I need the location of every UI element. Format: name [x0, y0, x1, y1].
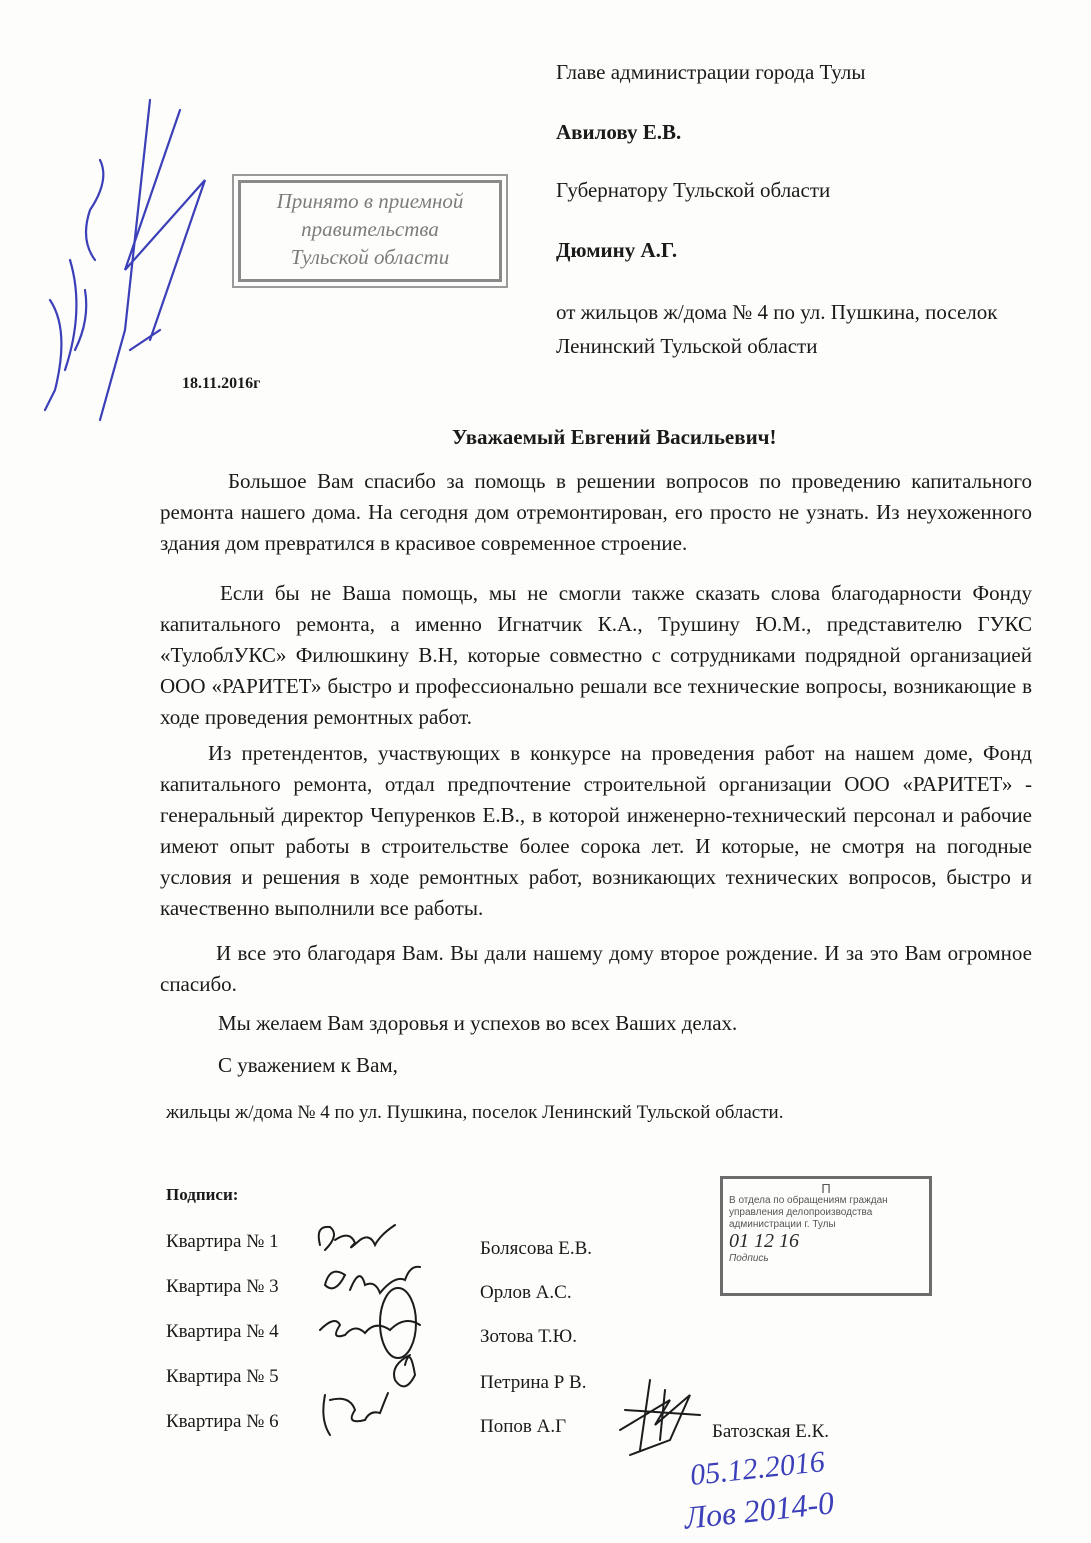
body-paragraph: С уважением к Вам, [218, 1053, 398, 1077]
apartment-label: Квартира № 1 [166, 1231, 279, 1252]
handwritten-signatures [310, 1205, 470, 1465]
stamp-sign-label: Подпись [729, 1253, 769, 1264]
stamp-line: правительства [301, 217, 439, 241]
stamp-header: П [821, 1181, 831, 1196]
addressee-name-2: Дюмину А.Г. [556, 238, 678, 262]
resident-name: Петрина Р В. [480, 1372, 587, 1393]
sender-line-2: Ленинский Тульской области [556, 334, 818, 358]
body-paragraph: Если бы не Ваша помощь, мы не смогли также сказать слова благодарности Фонду капитального ремонта, а именно Игнатчик К.А., Трушину Ю.М., представителю ГУКС «ТулоблУКС» Филюшкину В.Н, которые совместно с сотрудниками подрядной организацией ООО «РАРИТЕТ» быстро и профессионально решали все технические вопросы, возникающие в ходе проведения ремонтных работ. [160, 581, 1032, 729]
resident-name: Зотова Т.Ю. [480, 1326, 577, 1347]
salutation: Уважаемый Евгений Васильевич! [452, 425, 777, 449]
handwritten-reg-date: 05.12.2016 [688, 1445, 827, 1492]
stamp-line: Тульской области [290, 245, 450, 269]
body-paragraph: Большое Вам спасибо за помощь в решении вопросов по проведению капитального ремонта нашего дома. На сегодня дом отремонтирован, его просто не узнать. Из неухоженного здания дом превратился в красивое современное строение. [160, 469, 1032, 555]
addressee-name-1: Авилову Е.В. [556, 120, 682, 144]
handwritten-reg-number: Лов 2014-0 [682, 1484, 836, 1536]
stamp-line: управления делопроизводства [729, 1207, 873, 1218]
handwritten-resolution [30, 90, 230, 410]
body-paragraph: И все это благодаря Вам. Вы дали нашему дому второе рождение. И за это Вам огромное спасибо. [160, 941, 1032, 996]
apartment-label: Квартира № 5 [166, 1366, 279, 1387]
resident-name-extra: Батозская Е.К. [712, 1421, 829, 1442]
body-paragraph: Из претендентов, участвующих в конкурсе на проведения работ на нашем доме, Фонд капитального ремонта, отдал предпочтение строительной организации ООО «РАРИТЕТ» - генеральный директор Чепуренков Е.В., в которой инженерно-технический персонал и рабочие имеют опыт работы в строительстве более сорока лет. И которые, не смотря на погодные условия и решения в ходе ремонтных работ, возникающих технических вопросов, быстро и качественно выполнили все работы. [160, 741, 1032, 920]
closing-line: жильцы ж/дома № 4 по ул. Пушкина, поселок Ленинский Тульской области. [166, 1102, 784, 1123]
resident-name: Попов А.Г [480, 1416, 567, 1437]
apartment-label: Квартира № 3 [166, 1276, 279, 1297]
stamp-line: администрации г. Тулы [729, 1219, 836, 1230]
registration-stamp [720, 1176, 932, 1296]
body-paragraph: Мы желаем Вам здоровья и успехов во всех Ваших делах. [218, 1011, 738, 1035]
resident-name: Болясова Е.В. [480, 1238, 592, 1259]
signature-scribble [610, 1370, 710, 1460]
sender-line-1: от жильцов ж/дома № 4 по ул. Пушкина, поселок [556, 300, 998, 324]
addressee-title-1: Главе администрации города Тулы [556, 60, 866, 84]
stamp-line: Принято в приемной [276, 189, 464, 213]
stamp-line: В отдела по обращениям граждан [729, 1195, 888, 1206]
stamp-date: 01 12 16 [729, 1230, 799, 1252]
addressee-title-2: Губернатору Тульской области [556, 178, 831, 202]
apartment-label: Квартира № 4 [166, 1321, 279, 1342]
apartment-label: Квартира № 6 [166, 1411, 279, 1432]
resident-name: Орлов А.С. [480, 1282, 572, 1303]
signatures-title: Подписи: [166, 1185, 239, 1204]
reception-stamp [238, 180, 502, 282]
letter-date: 18.11.2016г [182, 375, 261, 392]
